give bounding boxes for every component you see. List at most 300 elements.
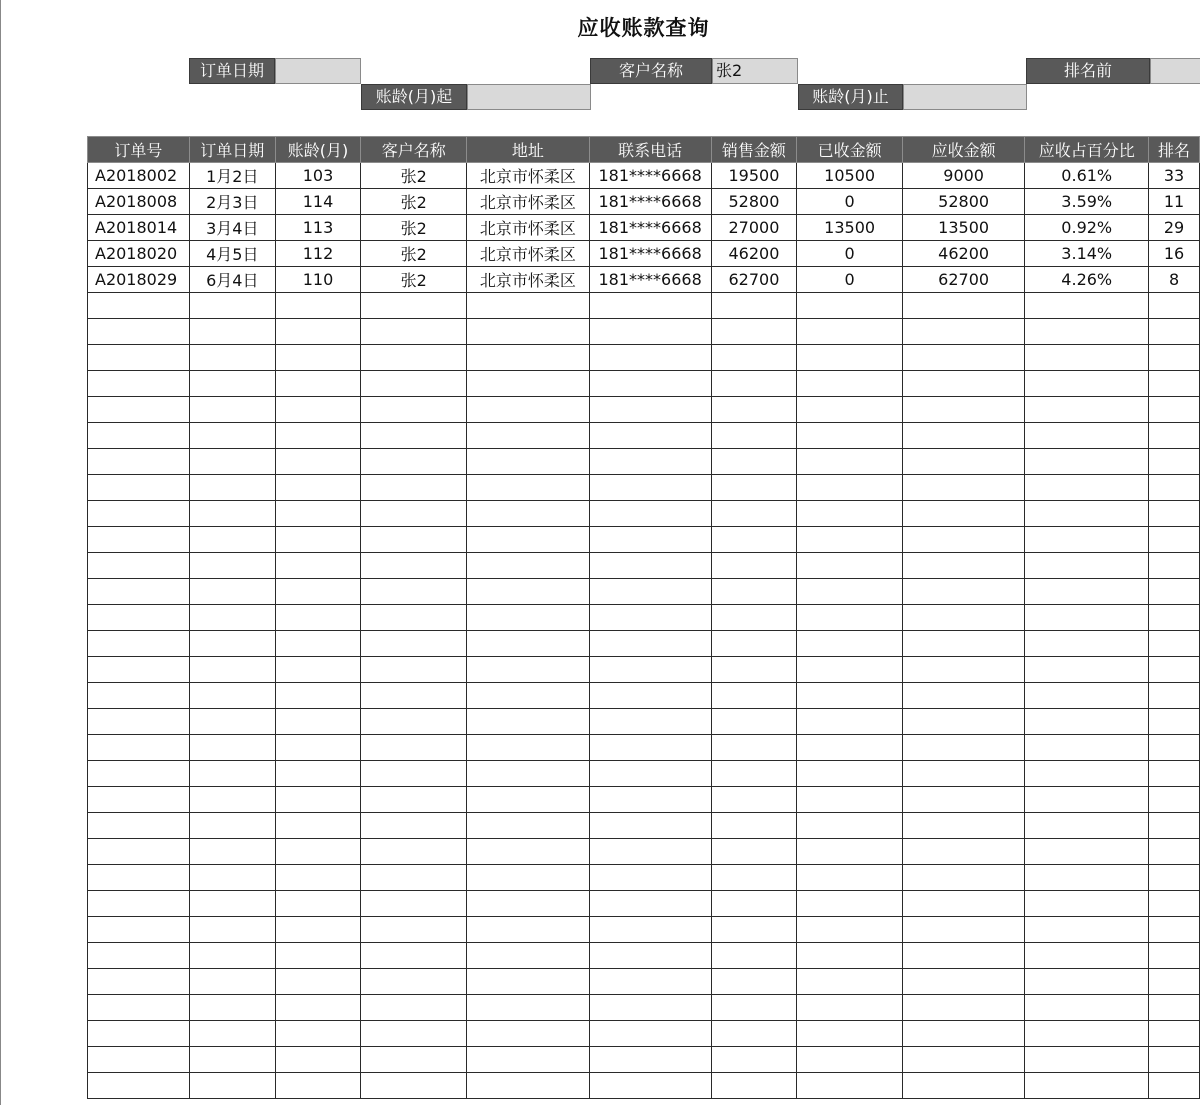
cell-order-no[interactable] [88, 813, 190, 839]
cell-order-date[interactable] [189, 397, 275, 423]
cell-order-no[interactable] [88, 397, 190, 423]
cell-phone[interactable] [589, 631, 711, 657]
cell-order-date[interactable] [189, 423, 275, 449]
cell-phone[interactable] [589, 1047, 711, 1073]
cell-rank[interactable]: 11 [1149, 189, 1200, 215]
cell-phone[interactable] [589, 813, 711, 839]
cell-aging-months[interactable] [275, 865, 361, 891]
cell-phone[interactable] [589, 475, 711, 501]
cell-received-amount[interactable] [797, 917, 903, 943]
cell-aging-months[interactable] [275, 423, 361, 449]
cell-receivable-amount[interactable] [902, 839, 1024, 865]
cell-receivable-amount[interactable]: 13500 [902, 215, 1024, 241]
cell-phone[interactable] [589, 787, 711, 813]
cell-order-date[interactable] [189, 787, 275, 813]
cell-address[interactable]: 北京市怀柔区 [467, 241, 590, 267]
cell-customer-name[interactable] [361, 397, 467, 423]
cell-address[interactable]: 北京市怀柔区 [467, 267, 590, 293]
cell-order-date[interactable] [189, 1021, 275, 1047]
cell-receivable-amount[interactable] [902, 787, 1024, 813]
cell-customer-name[interactable] [361, 553, 467, 579]
cell-rank[interactable] [1149, 761, 1200, 787]
cell-receivable-percent[interactable]: 3.59% [1025, 189, 1149, 215]
cell-receivable-amount[interactable] [902, 995, 1024, 1021]
cell-order-date[interactable] [189, 553, 275, 579]
cell-order-date[interactable] [189, 1073, 275, 1099]
cell-received-amount[interactable] [797, 345, 903, 371]
cell-address[interactable] [467, 1047, 590, 1073]
cell-receivable-percent[interactable] [1025, 631, 1149, 657]
cell-receivable-percent[interactable]: 3.14% [1025, 241, 1149, 267]
cell-sales-amount[interactable] [711, 839, 797, 865]
cell-customer-name[interactable] [361, 865, 467, 891]
cell-rank[interactable] [1149, 293, 1200, 319]
cell-order-no[interactable]: A2018008 [88, 189, 190, 215]
cell-order-no[interactable] [88, 683, 190, 709]
cell-sales-amount[interactable] [711, 891, 797, 917]
cell-order-no[interactable] [88, 709, 190, 735]
cell-customer-name[interactable] [361, 449, 467, 475]
cell-sales-amount[interactable] [711, 423, 797, 449]
cell-order-date[interactable]: 4月5日 [189, 241, 275, 267]
cell-phone[interactable] [589, 345, 711, 371]
cell-rank[interactable]: 33 [1149, 163, 1200, 189]
cell-receivable-amount[interactable] [902, 917, 1024, 943]
cell-sales-amount[interactable] [711, 787, 797, 813]
cell-address[interactable] [467, 605, 590, 631]
cell-order-date[interactable] [189, 475, 275, 501]
cell-customer-name[interactable] [361, 501, 467, 527]
cell-order-date[interactable] [189, 579, 275, 605]
cell-received-amount[interactable] [797, 995, 903, 1021]
cell-address[interactable] [467, 631, 590, 657]
cell-order-no[interactable] [88, 865, 190, 891]
cell-rank[interactable] [1149, 865, 1200, 891]
cell-receivable-amount[interactable] [902, 813, 1024, 839]
cell-receivable-percent[interactable] [1025, 1021, 1149, 1047]
cell-rank[interactable] [1149, 683, 1200, 709]
cell-order-no[interactable] [88, 1021, 190, 1047]
cell-phone[interactable] [589, 969, 711, 995]
cell-order-date[interactable]: 6月4日 [189, 267, 275, 293]
cell-rank[interactable] [1149, 579, 1200, 605]
cell-receivable-amount[interactable] [902, 501, 1024, 527]
cell-aging-months[interactable] [275, 319, 361, 345]
cell-receivable-amount[interactable] [902, 683, 1024, 709]
cell-order-no[interactable]: A2018014 [88, 215, 190, 241]
cell-address[interactable] [467, 371, 590, 397]
cell-customer-name[interactable]: 张2 [361, 163, 467, 189]
cell-aging-months[interactable]: 112 [275, 241, 361, 267]
cell-customer-name[interactable] [361, 293, 467, 319]
cell-sales-amount[interactable]: 52800 [711, 189, 797, 215]
cell-sales-amount[interactable] [711, 527, 797, 553]
cell-address[interactable] [467, 683, 590, 709]
cell-customer-name[interactable] [361, 917, 467, 943]
cell-address[interactable] [467, 579, 590, 605]
cell-receivable-percent[interactable] [1025, 605, 1149, 631]
cell-address[interactable]: 北京市怀柔区 [467, 163, 590, 189]
cell-receivable-percent[interactable] [1025, 683, 1149, 709]
cell-order-no[interactable]: A2018020 [88, 241, 190, 267]
cell-customer-name[interactable] [361, 345, 467, 371]
cell-received-amount[interactable] [797, 1047, 903, 1073]
cell-order-date[interactable] [189, 995, 275, 1021]
cell-rank[interactable] [1149, 657, 1200, 683]
cell-order-date[interactable] [189, 501, 275, 527]
cell-sales-amount[interactable] [711, 475, 797, 501]
cell-phone[interactable] [589, 319, 711, 345]
cell-customer-name[interactable] [361, 1047, 467, 1073]
cell-receivable-amount[interactable] [902, 293, 1024, 319]
cell-receivable-percent[interactable] [1025, 839, 1149, 865]
cell-receivable-percent[interactable] [1025, 527, 1149, 553]
cell-receivable-amount[interactable] [902, 605, 1024, 631]
cell-address[interactable] [467, 969, 590, 995]
cell-rank[interactable] [1149, 813, 1200, 839]
cell-phone[interactable] [589, 891, 711, 917]
cell-receivable-percent[interactable] [1025, 943, 1149, 969]
cell-receivable-amount[interactable] [902, 527, 1024, 553]
cell-received-amount[interactable] [797, 657, 903, 683]
cell-customer-name[interactable] [361, 709, 467, 735]
cell-address[interactable] [467, 761, 590, 787]
cell-aging-months[interactable] [275, 683, 361, 709]
cell-sales-amount[interactable] [711, 969, 797, 995]
cell-address[interactable] [467, 891, 590, 917]
cell-customer-name[interactable] [361, 319, 467, 345]
cell-address[interactable] [467, 709, 590, 735]
cell-receivable-percent[interactable] [1025, 501, 1149, 527]
cell-sales-amount[interactable] [711, 319, 797, 345]
cell-phone[interactable] [589, 579, 711, 605]
cell-receivable-percent[interactable] [1025, 865, 1149, 891]
cell-order-date[interactable] [189, 761, 275, 787]
cell-received-amount[interactable]: 10500 [797, 163, 903, 189]
aging-from-field[interactable] [467, 84, 591, 110]
cell-received-amount[interactable] [797, 293, 903, 319]
cell-order-date[interactable] [189, 449, 275, 475]
cell-receivable-percent[interactable] [1025, 761, 1149, 787]
cell-phone[interactable] [589, 293, 711, 319]
cell-receivable-percent[interactable] [1025, 969, 1149, 995]
cell-order-date[interactable] [189, 813, 275, 839]
cell-received-amount[interactable]: 0 [797, 189, 903, 215]
cell-sales-amount[interactable] [711, 709, 797, 735]
cell-aging-months[interactable]: 110 [275, 267, 361, 293]
cell-address[interactable] [467, 735, 590, 761]
cell-receivable-amount[interactable] [902, 761, 1024, 787]
cell-order-no[interactable]: A2018002 [88, 163, 190, 189]
cell-phone[interactable] [589, 709, 711, 735]
cell-aging-months[interactable] [275, 995, 361, 1021]
cell-sales-amount[interactable]: 46200 [711, 241, 797, 267]
cell-receivable-percent[interactable] [1025, 787, 1149, 813]
cell-sales-amount[interactable] [711, 1021, 797, 1047]
order-date-field[interactable] [275, 58, 361, 84]
cell-phone[interactable] [589, 449, 711, 475]
cell-order-date[interactable] [189, 943, 275, 969]
cell-receivable-percent[interactable] [1025, 813, 1149, 839]
cell-order-date[interactable] [189, 969, 275, 995]
cell-customer-name[interactable]: 张2 [361, 215, 467, 241]
cell-receivable-amount[interactable]: 62700 [902, 267, 1024, 293]
cell-rank[interactable] [1149, 371, 1200, 397]
cell-aging-months[interactable] [275, 605, 361, 631]
cell-aging-months[interactable] [275, 501, 361, 527]
cell-phone[interactable] [589, 605, 711, 631]
cell-sales-amount[interactable]: 62700 [711, 267, 797, 293]
cell-order-no[interactable] [88, 1073, 190, 1099]
cell-receivable-percent[interactable] [1025, 891, 1149, 917]
cell-rank[interactable]: 8 [1149, 267, 1200, 293]
cell-receivable-percent[interactable] [1025, 1047, 1149, 1073]
cell-customer-name[interactable]: 张2 [361, 241, 467, 267]
cell-order-no[interactable] [88, 735, 190, 761]
cell-phone[interactable] [589, 761, 711, 787]
cell-received-amount[interactable] [797, 969, 903, 995]
cell-phone[interactable] [589, 839, 711, 865]
cell-received-amount[interactable] [797, 813, 903, 839]
cell-order-date[interactable] [189, 371, 275, 397]
cell-receivable-amount[interactable] [902, 345, 1024, 371]
cell-aging-months[interactable] [275, 475, 361, 501]
cell-sales-amount[interactable] [711, 1073, 797, 1099]
cell-order-no[interactable] [88, 449, 190, 475]
cell-address[interactable] [467, 345, 590, 371]
cell-sales-amount[interactable] [711, 501, 797, 527]
cell-customer-name[interactable] [361, 943, 467, 969]
cell-rank[interactable] [1149, 1073, 1200, 1099]
cell-order-no[interactable] [88, 761, 190, 787]
cell-order-date[interactable]: 1月2日 [189, 163, 275, 189]
rank-top-field[interactable] [1150, 58, 1200, 84]
cell-customer-name[interactable] [361, 891, 467, 917]
cell-address[interactable] [467, 501, 590, 527]
cell-received-amount[interactable] [797, 683, 903, 709]
cell-phone[interactable] [589, 865, 711, 891]
cell-order-date[interactable] [189, 917, 275, 943]
cell-order-no[interactable] [88, 527, 190, 553]
cell-customer-name[interactable] [361, 735, 467, 761]
cell-aging-months[interactable] [275, 787, 361, 813]
cell-order-no[interactable] [88, 501, 190, 527]
cell-order-no[interactable] [88, 345, 190, 371]
cell-received-amount[interactable] [797, 631, 903, 657]
cell-aging-months[interactable] [275, 1047, 361, 1073]
cell-order-no[interactable] [88, 319, 190, 345]
cell-rank[interactable] [1149, 1021, 1200, 1047]
cell-received-amount[interactable] [797, 527, 903, 553]
cell-order-no[interactable] [88, 1047, 190, 1073]
cell-receivable-percent[interactable] [1025, 657, 1149, 683]
cell-customer-name[interactable] [361, 839, 467, 865]
cell-receivable-percent[interactable]: 4.26% [1025, 267, 1149, 293]
cell-receivable-amount[interactable] [902, 397, 1024, 423]
cell-phone[interactable] [589, 683, 711, 709]
cell-rank[interactable] [1149, 605, 1200, 631]
cell-address[interactable] [467, 449, 590, 475]
cell-rank[interactable] [1149, 891, 1200, 917]
cell-receivable-percent[interactable] [1025, 735, 1149, 761]
cell-address[interactable] [467, 839, 590, 865]
cell-receivable-amount[interactable] [902, 371, 1024, 397]
cell-received-amount[interactable] [797, 579, 903, 605]
cell-receivable-percent[interactable] [1025, 319, 1149, 345]
cell-receivable-amount[interactable] [902, 579, 1024, 605]
cell-aging-months[interactable] [275, 345, 361, 371]
cell-address[interactable] [467, 787, 590, 813]
cell-received-amount[interactable] [797, 761, 903, 787]
cell-sales-amount[interactable] [711, 943, 797, 969]
cell-order-no[interactable] [88, 969, 190, 995]
cell-sales-amount[interactable] [711, 449, 797, 475]
cell-received-amount[interactable] [797, 891, 903, 917]
cell-receivable-percent[interactable] [1025, 345, 1149, 371]
cell-customer-name[interactable] [361, 475, 467, 501]
cell-customer-name[interactable]: 张2 [361, 267, 467, 293]
cell-received-amount[interactable] [797, 943, 903, 969]
cell-rank[interactable] [1149, 345, 1200, 371]
cell-receivable-amount[interactable] [902, 709, 1024, 735]
cell-sales-amount[interactable] [711, 813, 797, 839]
cell-rank[interactable] [1149, 943, 1200, 969]
cell-address[interactable] [467, 527, 590, 553]
cell-receivable-percent[interactable] [1025, 553, 1149, 579]
cell-order-no[interactable] [88, 917, 190, 943]
cell-rank[interactable] [1149, 1047, 1200, 1073]
cell-phone[interactable] [589, 943, 711, 969]
cell-aging-months[interactable] [275, 1073, 361, 1099]
cell-phone[interactable] [589, 1021, 711, 1047]
cell-order-no[interactable] [88, 553, 190, 579]
cell-order-date[interactable] [189, 683, 275, 709]
cell-phone[interactable] [589, 527, 711, 553]
cell-customer-name[interactable]: 张2 [361, 189, 467, 215]
cell-received-amount[interactable] [797, 397, 903, 423]
cell-receivable-amount[interactable] [902, 553, 1024, 579]
cell-receivable-amount[interactable] [902, 319, 1024, 345]
cell-aging-months[interactable] [275, 371, 361, 397]
cell-rank[interactable] [1149, 319, 1200, 345]
cell-phone[interactable] [589, 917, 711, 943]
cell-order-date[interactable]: 3月4日 [189, 215, 275, 241]
cell-received-amount[interactable] [797, 709, 903, 735]
cell-order-no[interactable] [88, 839, 190, 865]
cell-customer-name[interactable] [361, 787, 467, 813]
cell-rank[interactable]: 16 [1149, 241, 1200, 267]
cell-receivable-percent[interactable] [1025, 1073, 1149, 1099]
cell-received-amount[interactable] [797, 449, 903, 475]
cell-received-amount[interactable] [797, 735, 903, 761]
cell-aging-months[interactable]: 103 [275, 163, 361, 189]
cell-receivable-amount[interactable]: 9000 [902, 163, 1024, 189]
cell-rank[interactable] [1149, 735, 1200, 761]
cell-received-amount[interactable] [797, 553, 903, 579]
cell-customer-name[interactable] [361, 683, 467, 709]
cell-sales-amount[interactable]: 19500 [711, 163, 797, 189]
cell-order-no[interactable] [88, 943, 190, 969]
cell-phone[interactable] [589, 995, 711, 1021]
cell-order-date[interactable] [189, 605, 275, 631]
cell-phone[interactable] [589, 423, 711, 449]
cell-order-date[interactable] [189, 527, 275, 553]
cell-receivable-amount[interactable] [902, 631, 1024, 657]
cell-aging-months[interactable] [275, 657, 361, 683]
cell-order-no[interactable] [88, 371, 190, 397]
cell-receivable-amount[interactable] [902, 865, 1024, 891]
cell-sales-amount[interactable] [711, 683, 797, 709]
cell-aging-months[interactable]: 114 [275, 189, 361, 215]
cell-phone[interactable]: 181****6668 [589, 189, 711, 215]
cell-customer-name[interactable] [361, 657, 467, 683]
cell-order-no[interactable] [88, 657, 190, 683]
cell-receivable-amount[interactable] [902, 943, 1024, 969]
cell-rank[interactable] [1149, 527, 1200, 553]
cell-received-amount[interactable] [797, 319, 903, 345]
cell-aging-months[interactable] [275, 969, 361, 995]
cell-receivable-amount[interactable] [902, 423, 1024, 449]
cell-address[interactable]: 北京市怀柔区 [467, 215, 590, 241]
cell-received-amount[interactable] [797, 475, 903, 501]
cell-receivable-amount[interactable] [902, 449, 1024, 475]
cell-order-date[interactable] [189, 345, 275, 371]
cell-order-date[interactable] [189, 1047, 275, 1073]
cell-aging-months[interactable] [275, 631, 361, 657]
cell-receivable-amount[interactable] [902, 969, 1024, 995]
cell-phone[interactable]: 181****6668 [589, 241, 711, 267]
cell-rank[interactable] [1149, 787, 1200, 813]
cell-phone[interactable]: 181****6668 [589, 215, 711, 241]
cell-phone[interactable] [589, 397, 711, 423]
cell-rank[interactable] [1149, 839, 1200, 865]
cell-phone[interactable] [589, 657, 711, 683]
cell-aging-months[interactable] [275, 293, 361, 319]
cell-address[interactable] [467, 1021, 590, 1047]
cell-receivable-percent[interactable] [1025, 371, 1149, 397]
cell-order-date[interactable] [189, 631, 275, 657]
cell-sales-amount[interactable] [711, 631, 797, 657]
cell-receivable-amount[interactable] [902, 1073, 1024, 1099]
cell-receivable-percent[interactable]: 0.92% [1025, 215, 1149, 241]
cell-receivable-amount[interactable] [902, 735, 1024, 761]
cell-order-no[interactable]: A2018029 [88, 267, 190, 293]
cell-receivable-percent[interactable] [1025, 475, 1149, 501]
cell-rank[interactable] [1149, 423, 1200, 449]
cell-receivable-percent[interactable] [1025, 397, 1149, 423]
cell-order-date[interactable]: 2月3日 [189, 189, 275, 215]
cell-order-date[interactable] [189, 891, 275, 917]
cell-order-date[interactable] [189, 709, 275, 735]
cell-order-no[interactable] [88, 787, 190, 813]
cell-order-date[interactable] [189, 319, 275, 345]
cell-customer-name[interactable] [361, 1021, 467, 1047]
cell-address[interactable] [467, 293, 590, 319]
cell-phone[interactable] [589, 501, 711, 527]
cell-customer-name[interactable] [361, 631, 467, 657]
cell-sales-amount[interactable] [711, 657, 797, 683]
cell-rank[interactable] [1149, 501, 1200, 527]
cell-address[interactable] [467, 553, 590, 579]
cell-rank[interactable] [1149, 449, 1200, 475]
cell-received-amount[interactable] [797, 1073, 903, 1099]
cell-sales-amount[interactable] [711, 579, 797, 605]
cell-received-amount[interactable] [797, 839, 903, 865]
cell-sales-amount[interactable] [711, 553, 797, 579]
cell-aging-months[interactable] [275, 839, 361, 865]
cell-sales-amount[interactable] [711, 345, 797, 371]
cell-aging-months[interactable] [275, 579, 361, 605]
